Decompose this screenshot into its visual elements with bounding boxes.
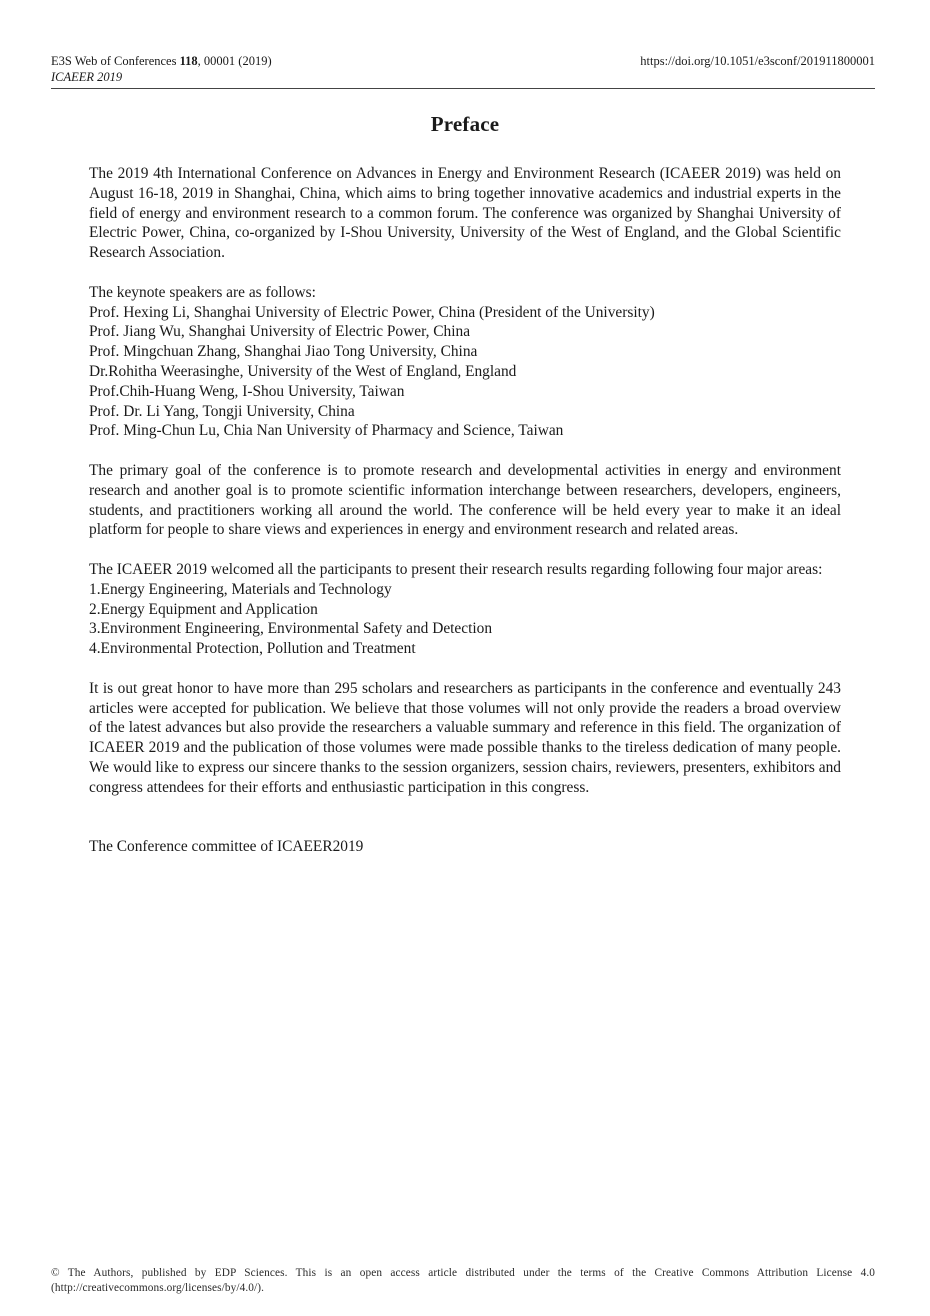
keynote-speaker: Prof. Jiang Wu, Shanghai University of Electric Power, China [89,323,471,341]
intro-paragraph: The 2019 4th International Conference on Advances in Energy and Environment Research (ICAEER 2019) was held on August 16-18, 2019 in Shanghai, China, which aims to bring together innovative academics and industrial experts in the field of energy and environment research to a common forum. The conference was organized by Shanghai University of Electric Power, China, co-organized by I-Shou University, University of the West of England, and the Global Scientific Research Association. [89,165,841,262]
area-item: 3.Environment Engineering, Environmental Safety and Detection [89,620,493,638]
header-top-row [51,53,875,69]
keynote-speaker: Prof.Chih-Huang Weng, I-Shou University, Taiwan [89,382,405,400]
area-item: 4.Environmental Protection, Pollution and Treatment [89,640,416,658]
areas-intro: The ICAEER 2019 welcomed all the participants to present their research results regarding following four major areas: [89,560,823,578]
journal-volume: 118 [179,54,198,68]
header-divider [51,88,875,89]
page-title: Preface [430,112,500,136]
keynote-speaker: Prof. Ming-Chun Lu, Chia Nan University of Pharmacy and Science, Taiwan [89,422,564,440]
keynote-speaker: Prof. Mingchuan Zhang, Shanghai Jiao Tong University, China [89,343,478,361]
keynote-section [89,283,841,441]
license-footer: © The Authors, published by EDP Sciences. This is an open access article distributed under the terms of the Creative Commons Attribution License 4.0 (http://creativecommons.org/licenses/by/4.0/). [51,1267,875,1294]
keynote-speaker: Dr.Rohitha Weerasinghe, University of the West of England, England [89,362,517,380]
signature: The Conference committee of ICAEER2019 [89,838,364,856]
running-header [51,53,875,85]
areas-section [89,560,841,659]
goal-paragraph: The primary goal of the conference is to promote research and developmental activities in energy and environment research and another goal is to promote scientific information interchange between researchers, developers, engineers, students, and practitioners working all around the world. The conference will be held every year to make it an ideal platform for people to share views and experiences in energy and environment research and related areas. [89,461,841,539]
journal-name: E3S Web of Conferences [51,54,180,68]
doi-link[interactable]: https://doi.org/10.1051/e3sconf/201911800001 [640,54,875,68]
conference-name: ICAEER 2019 [51,70,123,84]
keynote-heading: The keynote speakers are as follows: [89,283,316,301]
journal-citation [51,53,272,69]
area-item: 2.Energy Equipment and Application [89,600,318,618]
keynote-speaker: Prof. Hexing Li, Shanghai University of Electric Power, China (President of the University) [89,303,655,321]
area-item: 1.Energy Engineering, Materials and Technology [89,580,392,598]
keynote-speaker: Prof. Dr. Li Yang, Tongji University, China [89,402,355,420]
closing-paragraph: It is out great honor to have more than 295 scholars and researchers as participants in the conference and eventually 243 articles were accepted for publication. We believe that those volumes will not only provide the readers a broad overview of the latest advances but also provide the researchers a valuable summary and reference in this field. The organization of ICAEER 2019 and the publication of those volumes were made possible thanks to the tireless dedication of many people. We would like to express our sincere thanks to the session organizers, session chairs, reviewers, presenters, exhibitors and congress attendees for their efforts and enthusiastic participation in this congress. [89,679,841,796]
preface-body [89,164,841,857]
article-number: , 00001 (2019) [197,54,272,68]
